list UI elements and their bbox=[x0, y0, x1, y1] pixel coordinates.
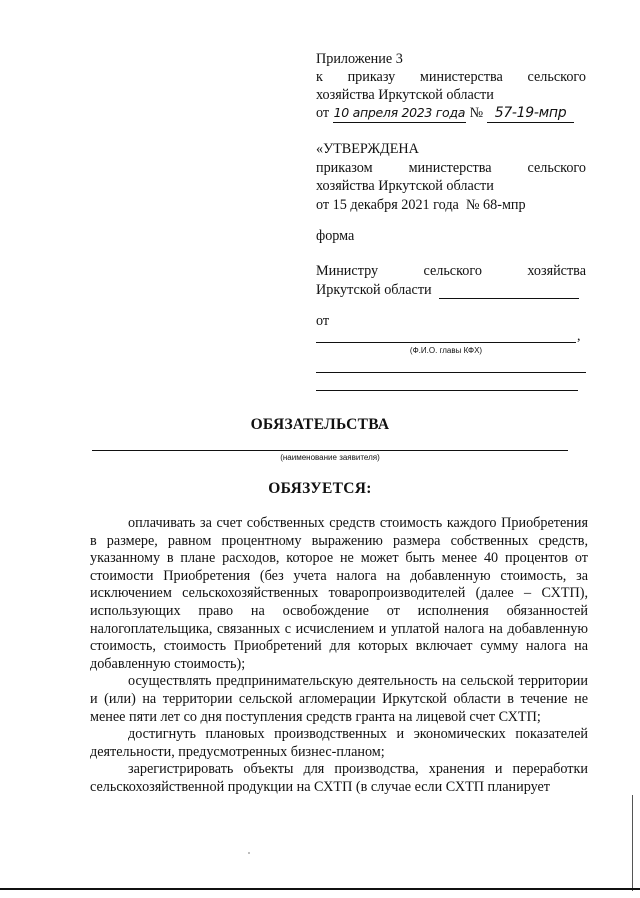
approval-block bbox=[316, 140, 586, 214]
address-blank-2[interactable] bbox=[316, 390, 578, 391]
word: сельского bbox=[527, 69, 586, 85]
obligation-paragraph: оплачивать за счет собственных средств стоимость каждого Приобретения в размере, равном процентному выражению размера собственных средств, указанному в плане расходов, которое не может быть менее 40 процентов от стоимости Приобретения (без учета налога на добавленную стоимость, за исключением сельскохозяйственных товаропроизводителей (далее – СХТП), использующих право на освобождение от исполнения обязанностей налогоплательщика, связанных с исчислением и уплатой налога на добавленную стоимость, стоимость Приобретений для которых включает сумму налога на добавленную стоимость); bbox=[90, 515, 588, 672]
applicant-name-blank[interactable] bbox=[92, 450, 568, 451]
obligations-text bbox=[90, 515, 588, 797]
scan-speck bbox=[248, 852, 250, 854]
document-title: ОБЯЗАТЕЛЬСТВА bbox=[250, 416, 390, 433]
word: министерства bbox=[419, 69, 503, 85]
scan-bottom-edge bbox=[0, 888, 640, 890]
word: приказу bbox=[347, 69, 396, 85]
appendix-header bbox=[316, 50, 586, 123]
ministry-line: хозяйства Иркутской области bbox=[316, 87, 494, 103]
appendix-label: Приложение 3 bbox=[316, 51, 403, 67]
word: сельского bbox=[527, 159, 586, 176]
scan-edge-line bbox=[632, 795, 633, 891]
to-order-line bbox=[316, 68, 586, 86]
commits-heading: ОБЯЗУЕТСЯ: bbox=[268, 480, 372, 497]
word: Министру bbox=[316, 263, 379, 279]
approved-line-2 bbox=[316, 159, 586, 178]
order-number-label: № bbox=[469, 105, 484, 121]
word: приказом bbox=[316, 159, 373, 176]
order-line bbox=[316, 104, 586, 123]
addressee-block bbox=[316, 262, 586, 299]
applicant-caption: (наименование заявителя) bbox=[280, 453, 380, 462]
address-blank-1[interactable] bbox=[316, 372, 586, 373]
addressee-line-2: Иркутской области bbox=[316, 281, 586, 300]
word: министерства bbox=[408, 159, 492, 176]
addressee-line-1 bbox=[316, 262, 586, 281]
word: хозяйства bbox=[527, 263, 586, 279]
comma: , bbox=[577, 329, 581, 344]
obligation-paragraph: достигнуть плановых производственных и экономических показателей деятельности, предусмотренных бизнес-планом; bbox=[90, 726, 588, 760]
head-name-caption: (Ф.И.О. главы КФХ) bbox=[409, 346, 483, 355]
approved-line-3: хозяйства Иркутской области bbox=[316, 178, 494, 194]
handwritten-order-number: 57-19-мпр bbox=[487, 104, 575, 123]
obligation-paragraph: зарегистрировать объекты для производства, хранения и переработки сельскохозяйственной продукции на СХТП (в случае если СХТП планирует bbox=[90, 761, 588, 795]
form-label: форма bbox=[316, 228, 355, 244]
from-label: от bbox=[316, 313, 330, 329]
minister-name-blank[interactable] bbox=[439, 298, 579, 299]
approved-title: «УТВЕРЖДЕНА bbox=[316, 141, 419, 157]
obligation-paragraph: осуществлять предпринимательскую деятельность на сельской территории и (или) на территории сельской агломерации Иркутской области в течение не менее пяти лет со дня поступления средств гранта на лицевой счет СХТП; bbox=[90, 673, 588, 725]
word: сельского bbox=[423, 263, 482, 279]
handwritten-order-date: 10 апреля 2023 года bbox=[333, 104, 466, 123]
head-name-blank[interactable] bbox=[316, 342, 576, 343]
order-prefix: от bbox=[316, 105, 330, 121]
approved-line-4: от 15 декабря 2021 года № 68-мпр bbox=[316, 196, 526, 213]
word: к bbox=[316, 69, 323, 85]
